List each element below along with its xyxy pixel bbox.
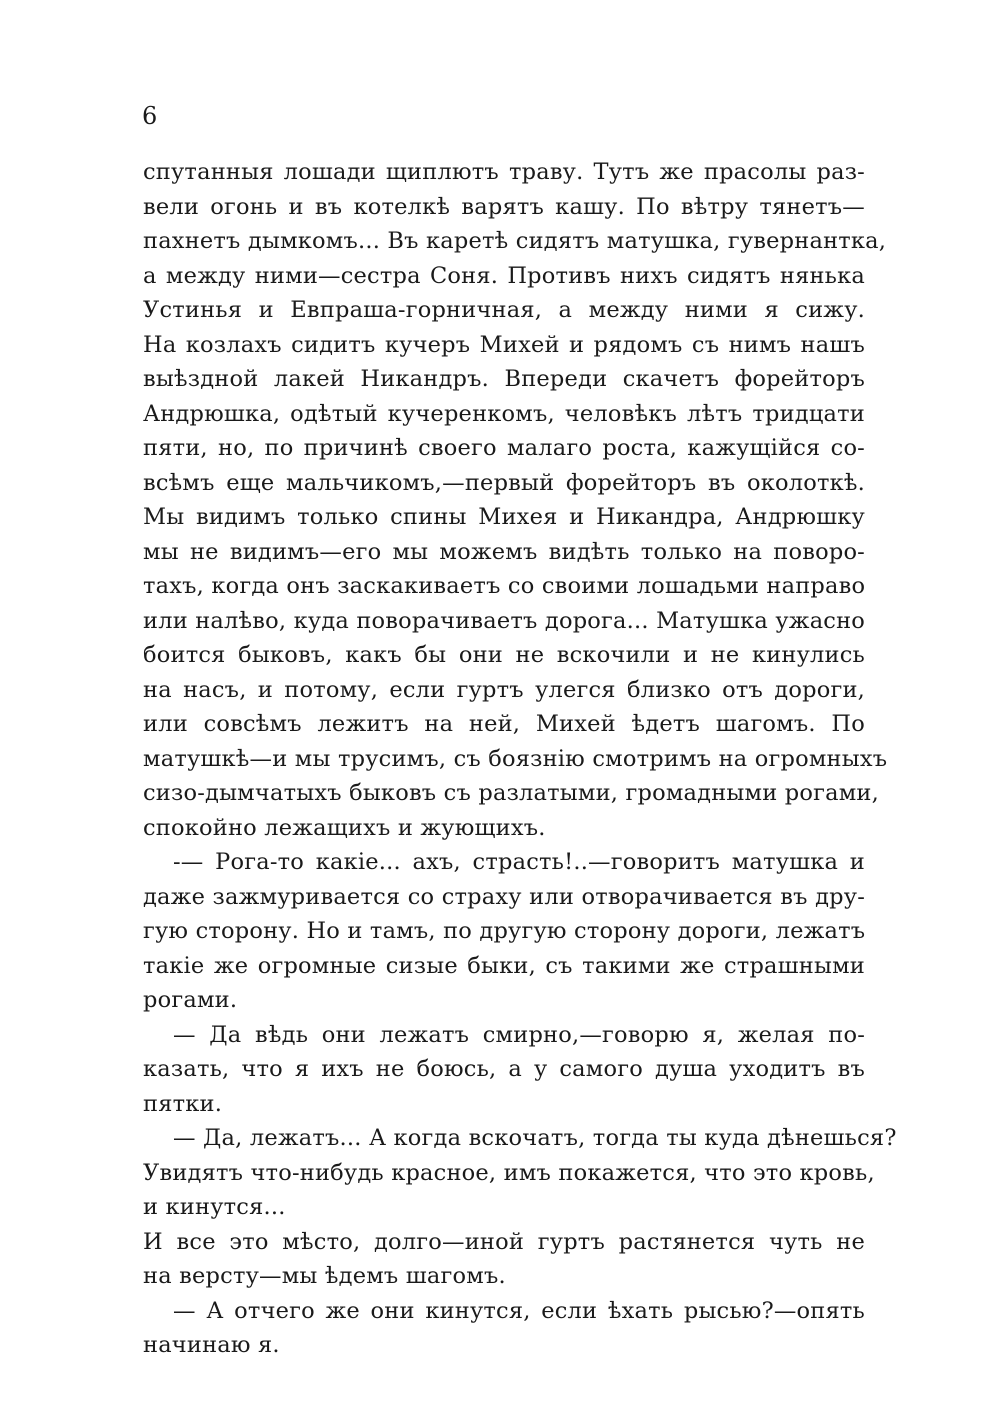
text-line: такіе же огромные сизые быки, съ такими же страшными — [143, 952, 865, 979]
text-line: сизо-дымчатыхъ быковъ съ разлатыми, громадными рогами, — [143, 780, 879, 806]
text-line: Андрюшка, одѣтый кучеренкомъ, человѣкъ лѣтъ тридцати — [143, 400, 865, 427]
text-line: На козлахъ сидитъ кучеръ Михей и рядомъ съ нимъ нашъ — [143, 331, 865, 358]
text-line: пяти, но, по причинѣ своего малаго роста, кажущійся со- — [143, 435, 865, 461]
page-number: 6 — [142, 102, 158, 130]
text-line: Мы видимъ только спины Михея и Никандра, Андрюшку — [143, 504, 865, 530]
text-line: мы не видимъ—его мы можемъ видѣть только на поворо- — [143, 538, 865, 565]
text-line: — А отчего же они кинутся, если ѣхать рысью?—опять — [173, 1297, 865, 1324]
text-line: спокойно лежащихъ и жующихъ. — [143, 814, 546, 841]
text-line: и кинутся... — [143, 1194, 286, 1220]
text-line: выѣздной лакей Никандръ. Впереди скачетъ форейторъ — [143, 366, 865, 392]
text-line: а между ними—сестра Соня. Противъ нихъ сидятъ нянька — [143, 262, 865, 289]
text-line: Устинья и Евпраша-горничная, а между ними я сижу. — [143, 297, 865, 323]
text-line: тахъ, когда онъ заскакиваетъ со своими лошадьми направо — [143, 573, 866, 599]
text-line: И все это мѣсто, долго—иной гуртъ растянется чуть не — [143, 1228, 865, 1255]
body-text — [143, 155, 897, 1363]
text-line: — Да вѣдь они лежатъ смирно,—говорю я, желая по- — [173, 1021, 865, 1048]
text-line: казать, что я ихъ не боюсь, а у самого душа уходитъ въ — [143, 1056, 865, 1082]
text-line: боится быковъ, какъ бы они не вскочили и не кинулись — [143, 642, 865, 668]
text-line: пятки. — [143, 1090, 223, 1117]
text-line: или налѣво, куда поворачиваетъ дорога... Матушка ужасно — [143, 607, 866, 634]
text-line: всѣмъ еще мальчикомъ,—первый форейторъ въ околоткѣ. — [143, 469, 865, 496]
text-line: Увидятъ что-нибудь красное, имъ покажется, что это кровь, — [143, 1159, 875, 1186]
text-line: пахнетъ дымкомъ... Въ каретѣ сидятъ матушка, гувернантка, — [143, 228, 887, 254]
text-line: спутанныя лошади щиплютъ траву. Тутъ же прасолы раз- — [143, 159, 865, 185]
text-line: гую сторону. Но и тамъ, по другую сторону дороги, лежатъ — [143, 918, 866, 944]
text-line: — Да, лежатъ... А когда вскочатъ, тогда ты куда дѣнешься? — [173, 1125, 897, 1151]
text-line: начинаю я. — [143, 1332, 280, 1358]
text-line: рогами. — [143, 987, 238, 1013]
text-line: на насъ, и потому, если гуртъ улегся близко отъ дороги, — [143, 676, 865, 703]
text-line: матушкѣ—и мы трусимъ, съ боязнію смотримъ на огромныхъ — [143, 745, 888, 772]
text-line: даже зажмуривается со страху или отворачивается въ дру- — [143, 883, 865, 910]
text-line: вели огонь и въ котелкѣ варятъ кашу. По вѣтру тянетъ— — [143, 193, 865, 220]
text-line: на версту—мы ѣдемъ шагомъ. — [143, 1263, 506, 1289]
text-line: или совсѣмъ лежитъ на ней, Михей ѣдетъ шагомъ. По — [143, 711, 865, 737]
text-line: -— Рога-то какіе... ахъ, страсть!..—говоритъ матушка и — [173, 849, 865, 875]
